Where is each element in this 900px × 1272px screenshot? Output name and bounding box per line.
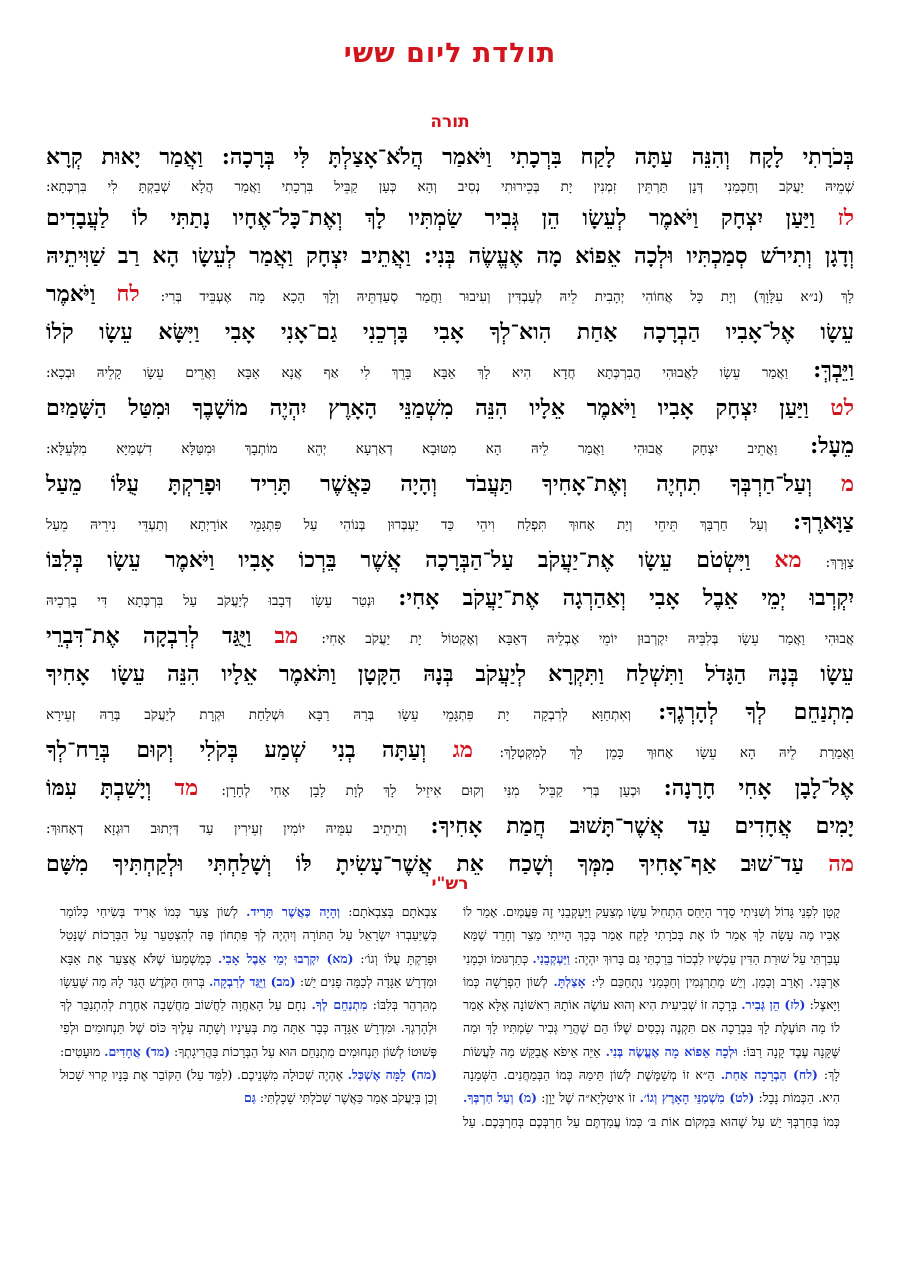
- torah-line: [46, 465, 854, 503]
- verse-text: אֶל־לָבָן אָחִי חָרָנָה:: [663, 775, 854, 801]
- verse-text: וַיֹּאמֶר: [46, 281, 96, 307]
- verse-text: וְעַתָּה בְנִי שְׁמַע בְּקֹלִי וְקוּם בְּרַח־לְךָ: [46, 737, 427, 763]
- verse-text: מֵעָל:: [810, 433, 854, 459]
- torah-line: [46, 503, 854, 541]
- targum-text: לָךְ (נ״א עִלָּוָךְ) וְיָת כָּל אֲחוֹהִי יְהָבִית לֵיהּ לְעַבְדִּין וְעִיבוּר וַחֲמַר סְעַדְתֵּיהּ וְלָךְ הָכָא מָה אֶעְבֵּיד בְּרִי:: [160, 289, 854, 305]
- torah-line: [46, 199, 854, 237]
- rashi-commentary: [60, 900, 840, 1190]
- verse-number: מד: [174, 775, 199, 801]
- verse-number: מ: [840, 471, 854, 497]
- verse-text: יִקְרְבוּ יְמֵי אֵבֶל אָבִי וְאַהַרְגָה אֶת־יַעֲקֹב אָחִי:: [398, 585, 854, 611]
- torah-line: [46, 731, 854, 769]
- rashi-comment: קָטָן לִפְנֵי גָּדוֹל וְשִׁנִּיתִי סֵדֶר הַיַּחַס הִתְחִיל עֵשָׂו מְצַעֵק וַיַּעְקְבֵנִי זֶה פַּעֲמַיִם. אָמַר לוֹ אָבִיו מֶה עָשָׂה לָךְ אָמַר לוֹ אֶת בְּכֹרָתִי לָקַח אָמַר בְּכָךְ הָיִיתִי מֵצֵר וְחָרֵד שֶׁמָּא עָבַרְתִּי עַל שׁוּרַת הַדִּין עַכְשָׁיו לִבְכוֹר בֵּרַכְתִּי גַּם בָּרוּךְ יִהְיֶה:: [463, 904, 840, 966]
- rashi-comment: לְשׁוֹן הַפְרָשָׁה כְּמוֹ וַיָּאצֶל:: [463, 973, 840, 1013]
- verse-text: וְדָגָן וְתִירֹשׁ סְמַכְתִּיו וּלְכָה אֵפוֹא מָה אֶעֱשֶׂה בְּנִי: וַאֲתֵיב יִצְחָק וַאֲמַר לְעֵשָׂו הָא רַב שַׁוִּיתֵיהּ: [46, 243, 854, 269]
- rashi-heading: (מא) יִקְרְבוּ יְמֵי אֵבֶל אָבִי.: [218, 950, 354, 966]
- targum-text: וּכְעַן בְּרִי קַבֵּיל מִנִּי וְקוּם אִיזֵיל לָךְ לְוָת לָבָן אָחִי לְחָרָן:: [221, 783, 641, 799]
- rashi-comment: מוּעָטִים:: [60, 1043, 101, 1059]
- verse-text: בְּכֹרָתִי לָקָח וְהִנֵּה עַתָּה לָקַח בִּרְכָתִי וַיֹּאמַר הֲלֹא־אָצַלְתָּ לִּי בְּרָכָה: וַאֲמַר יָאוּת קְרָא: [46, 144, 854, 170]
- torah-line: [46, 427, 854, 465]
- torah-section-title: תורה: [430, 112, 470, 132]
- rashi-heading: (מב) וַיֻּגַּד לְרִבְקָה.: [208, 973, 296, 989]
- rashi-paragraph: [60, 900, 840, 1133]
- verse-number: מג: [452, 737, 473, 763]
- verse-text: עֵשָׂו אֶל־אָבִיו הַבְרָכָה אַחַת הִוא־לְךָ אָבִי בָּרְכֵנִי גַם־אָנִי אָבִי וַיִּשָּׂא עֵשָׂו קֹלוֹ: [46, 319, 854, 345]
- targum-text: שְׁמֵיהּ יַעֲקֹב וְחַכְּמַנִי דְּנָן תַּרְתֵּין זִמְנִין יָת בְּכֵירוּתִי נְסִיב וְהָא כְּעַן קַבֵּיל בִּרְכָתִי וַאֲמַר הֲלָא שְׁבַקְתָּ לִי בִּרְכְּתָא:: [46, 179, 854, 195]
- torah-line: [46, 275, 854, 313]
- torah-line: [46, 138, 854, 176]
- verse-text: וַיַּעַן יִצְחָק וַיֹּאמֶר לְעֵשָׂו הֵן גְּבִיר שַׂמְתִּיו לָךְ וְאֶת־כָּל־אֶחָיו נָתַתִּי לוֹ לַעֲבָדִים: [46, 205, 815, 231]
- rashi-heading: וְהָיָה כַּאֲשֶׁר תָּרִיד.: [246, 904, 341, 919]
- rashi-heading: (מד) אֲחָדִים.: [104, 1043, 171, 1059]
- rashi-heading: וּלְכָה אֵפוֹא מָה אֶעֱשֶׂה בְּנִי.: [605, 1043, 738, 1059]
- torah-line: [46, 313, 854, 351]
- rashi-heading: מִתְנַחֵם לְךָ.: [311, 997, 368, 1013]
- rashi-heading: אָצַלְתָּ.: [553, 973, 586, 989]
- verse-text: וַיִּשְׂטֹם עֵשָׂו אֶת־יַעֲקֹב עַל־הַבְּרָכָה אֲשֶׁר בֵּרְכוֹ אָבִיו וַיֹּאמֶר עֵשָׂו בְּלִבּוֹ: [46, 547, 751, 573]
- verse-number: מה: [828, 851, 854, 877]
- targum-text: וַאֲמַר עֵשָׂו לַאֲבוּהִי הֲבִרְכְּתָא חֲדָא הִיא לָךְ אַבָּא בָּרֵךְ לִי אַף אֲנָא אַבָּא וַאֲרֵים עֵשָׂו קָלֵיהּ וּבְכָא:: [46, 365, 789, 381]
- rashi-comment: בְּרוּחַ הַקֹּדֶשׁ הֻגַּד לָהּ מַה שֶּׁעֵשָׂו מְהַרְהֵר בְּלִבּוֹ:: [60, 973, 437, 1013]
- verse-text: וְיָשַׁבְתָּ עִמּוֹ: [46, 775, 152, 801]
- verse-text: מִתְנַחֵם לְךָ לְהָרְגֶךָ:: [658, 699, 855, 725]
- page-title: תולדת ליום ששי: [343, 38, 557, 69]
- rashi-comment: אַיֵּה אֵיפֹא אֲבַקֵּשׁ מַה לַּעֲשׂוֹת לָךְ:: [463, 1043, 840, 1083]
- verse-number: מא: [774, 547, 802, 573]
- rashi-heading: גַּם: [244, 1090, 256, 1106]
- verse-text: עֵשָׂו בְּנָהּ הַגָּדֹל וַתִּשְׁלַח וַתִּקְרָא לְיַעֲקֹב בְּנָהּ הַקָּטָן וַתֹּאמֶר אֵלָיו הִנֵּה עֵשָׂו אָחִיךָ: [46, 661, 854, 687]
- torah-line: [46, 617, 854, 655]
- rashi-heading: (לח) הַבְרָכָה אַחַת.: [720, 1067, 818, 1083]
- rashi-heading: (לט) מִשְׁמַנֵּי הָאָרֶץ וְגוֹ׳.: [639, 1090, 755, 1106]
- targum-text: וְתֵיתֵיב עִמֵּיהּ יוֹמִין זְעֵירִין עַד דְּיְתוּב רוּגְזָא דְאָחוּךְ:: [46, 821, 407, 837]
- torah-line: [46, 807, 854, 845]
- torah-line: [46, 579, 854, 617]
- torah-line: [46, 389, 854, 427]
- rashi-section-title: רש"י: [431, 874, 469, 894]
- verse-number: לז: [837, 205, 854, 231]
- rashi-heading: וַיַּעְקְבֵנִי.: [532, 950, 570, 966]
- rashi-comment: בְּרָכָה זוֹ שְׁבִיעִית הִיא וְהוּא עוֹשֶׂה אוֹתָהּ רִאשׁוֹנָה אֶלָּא אָמַר לוֹ מַה תּוֹעֶלֶת לָךְ בִּבְרָכָה אִם תִּקְנֶה נְכָסִים שֶׁלּוֹ הֵם שֶׁהֲרֵי גְּבִיר שַׂמְתִּיו לָךְ וּמַה שֶּׁקָּנָה עֶבֶד קָנָה רַבּוֹ:: [463, 997, 840, 1059]
- rashi-comment: כְּתַרְגּוּמוֹ וּכְמָנִי אַרְבָּנִי. וְאָרַב וְכָמַן. וְיֵשׁ מְתַרְגְּמִין וְחַכְּמַנִי נִתְחַכֵּם לִי:: [463, 950, 840, 989]
- rashi-comment: כְּמוֹ בְּחַרְבְּךָ יֵשׁ עַל שֶׁהוּא בִּמְקוֹם אוֹת בּ׳ כְּמוֹ עֲמַדְתֶּם עַל חַרְבְּכֶם בְּחַרְבְּכֶם. עַל צִבְאֹתָם בְּצִבְאֹתָם:: [348, 904, 840, 1129]
- rashi-comment: לְשׁוֹן צַעַר כְּמוֹ אָרִיד בְּשִׂיחִי כְּלוֹמַר כְּשֶׁיַּעַבְרוּ יִשְׂרָאֵל עַל הַתּוֹרָה וְיִהְיֶה לְךָ פִּתְחוֹן פֶּה לְהִצְטַעֵר עַל הַבְּרָכוֹת שֶׁנָּטַל וּפָרַקְתָּ עֻלּוֹ וְגוֹ׳:: [60, 904, 437, 966]
- torah-line: [46, 237, 854, 275]
- torah-line: [46, 351, 854, 389]
- targum-text: וְאִתְחַוָּא לְרִבְקָה יָת פִּתְגָּמֵי עֵשָׂו בְּרַהּ רַבָּא וּשְׁלַחַת וּקְרָת לְיַעֲקֹב בְּרַהּ זְעֵירָא: [46, 707, 631, 723]
- targum-text: צַוְּרָךְ:: [825, 555, 854, 571]
- verse-text: וְעַל־חַרְבְּךָ תִחְיֶה וְאֶת־אָחִיךָ תַּעֲבֹד וְהָיָה כַּאֲשֶׁר תָּרִיד וּפָרַקְתָּ עֻלּוֹ מֵעַל: [46, 471, 812, 497]
- rashi-heading: (לז) הֵן גְּבִיר.: [741, 997, 806, 1013]
- verse-text: צַוָּארֶךָ:: [792, 509, 854, 535]
- torah-line: [46, 769, 854, 807]
- rashi-comment: אֶהְיֶה שְׁכוּלָה מִשְּׁנֵיכֶם. (לִמֵּד עַל) הַקּוֹבֵר אֶת בָּנָיו קָרוּי שָׁכוּל וְכֵן בְּיַעֲקֹב אָמַר כַּאֲשֶׁר שָׁכֹלְתִּי שָׁכָלְתִּי:: [60, 1067, 437, 1106]
- verse-text: עַד־שׁוּב אַף־אָחִיךָ מִמְּךָ וְשָׁכַח אֵת אֲשֶׁר־עָשִׂיתָ לּוֹ וְשָׁלַחְתִּי וּלְקַחְתִּיךָ מִשָּׁם: [46, 851, 804, 877]
- torah-text-block: [46, 138, 855, 877]
- rashi-comment: הֵ״א זוֹ מְשַׁמֶּשֶׁת לְשׁוֹן תֵּימַהּ כְּמוֹ הַבְּמַחֲנִים. הַשְּׁמֵנָה הִיא. הַכְּמוֹת נָבָל:: [463, 1067, 840, 1106]
- rashi-heading: (מה) לָמָּה אֶשְׁכַּל.: [347, 1067, 437, 1083]
- rashi-comment: נִחָם עַל הָאַחֲוָה לַחֲשׁוֹב מַחֲשָׁבָה אַחֶרֶת לְהִתְנַכֵּר לְךָ וּלְהָרְגְךָ. וּמִדְרָשׁ אַגָּדָה כְּבָר אַתָּה מֵת בְּעֵינָיו וְשָׁתָה עָלֶיךָ כּוֹס שֶׁל תַּנְחוּמִים וּלְפִי פְּשׁוּטוֹ לְשׁוֹן תַּנְחוּמִים מִתְנַחֵם הוּא עַל הַבְּרָכוֹת בַּהֲרִיגָתְךָ:: [60, 997, 437, 1059]
- verse-number: לח: [116, 281, 140, 307]
- verse-number: מב: [274, 623, 299, 649]
- rashi-comment: זוֹ אִיטַלְיָא״ה שֶׁל יָוָן:: [541, 1090, 636, 1106]
- rashi-comment: כְּמַשְׁמָעוֹ שֶׁלֹּא אֲצַעֵר אֶת אַבָּא וּמִדְרָשׁ אַגָּדָה לְכַמָּה פָנִים יֵשׁ:: [60, 950, 437, 989]
- verse-text: וַיַּעַן יִצְחָק אָבִיו וַיֹּאמֶר אֵלָיו הִנֵּה מִשְׁמַנֵּי הָאָרֶץ יִהְיֶה מוֹשָׁבֶךָ וּמִטַּל הַשָּׁמַיִם: [46, 395, 809, 421]
- targum-text: וַאֲמַרַת לֵיהּ הָא עֵשָׂו אָחוּךְ כָּמֵן לָךְ לְמִקְטְלָךְ:: [499, 745, 854, 761]
- torah-line: [46, 176, 854, 199]
- verse-text: וַיֵּבְךְּ:: [813, 357, 854, 383]
- rashi-heading: (מ) וְעַל חַרְבְּךָ.: [463, 1090, 538, 1106]
- targum-text: וַאֲתֵיב יִצְחָק אֲבוּהִי וַאֲמַר לֵיהּ הָא מִטּוּבָא דְאַרְעָא יְהֵא מוֹתְבָךְ וּמִטַּלָּא דִשְׁמַיָּא מִלְּעֵלָּא:: [46, 441, 778, 457]
- targum-text: אֲבוּהִי וַאֲמַר עֵשָׂו בְּלִבֵּיהּ יִקְרְבוּן יוֹמֵי אֶבְלֵיהּ דְּאַבָּא וְאֶקְטוֹל יָת יַעֲקֹב אָחִי:: [321, 631, 854, 647]
- targum-text: וּנְטַר עֵשָׂו דְּבָבוּ לְיַעֲקֹב עַל בִּרְכְּתָא דִּי בָרְכֵיהּ: [46, 593, 375, 609]
- targum-text: וְעַל חַרְבָּךְ תֵּיחֵי וְיָת אָחוּךְ תִּפְלַח וִיהֵי כַּד יַעְבְּרוּן בְּנוֹהִי עַל פִּתְגָּמֵי אוֹרָיְתָא וְתַעְדֵּי נִירֵיהּ מֵעַל: [46, 517, 768, 533]
- torah-line: [46, 541, 854, 579]
- verse-text: וַיֻּגַּד לְרִבְקָה אֶת־דִּבְרֵי: [46, 623, 252, 649]
- torah-line: [46, 655, 854, 693]
- verse-number: לט: [830, 395, 854, 421]
- torah-line: [46, 693, 854, 731]
- verse-text: יָמִים אֲחָדִים עַד אֲשֶׁר־תָּשׁוּב חֲמַת אָחִיךָ:: [430, 813, 854, 839]
